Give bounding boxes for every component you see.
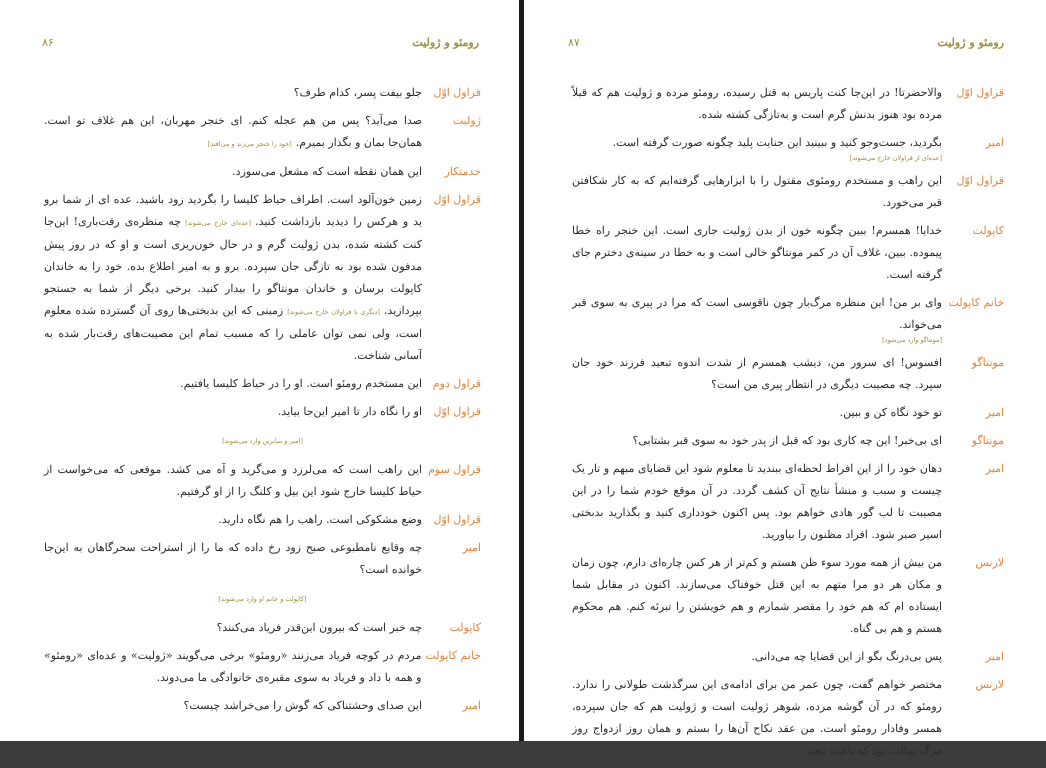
- dialogue-line: [44, 82, 481, 104]
- dialogue-line: [44, 373, 481, 395]
- page-body: [572, 82, 1004, 768]
- stage-direction: [مونتاگو وارد می‌شود]: [882, 336, 942, 344]
- page-86: [0, 0, 519, 741]
- stage-direction: [عده‌ای از قراولان خارج می‌شوند]: [849, 154, 942, 162]
- stage-direction-centered: [کاپولت و خانم او وارد می‌شوند]: [218, 595, 307, 603]
- dialogue-line: [572, 292, 1004, 346]
- speech-text: او را نگاه دار تا امیر این‌جا بیاید.: [277, 405, 422, 418]
- speech-text: افسوس! ای سرور من، دیشب همسرم از شدت اندوه تبعید فرزند خود جان سپرد. چه مصیبت دیگری در انتظار پیری من است؟: [572, 356, 942, 391]
- speaker-name: امیر: [985, 650, 1004, 663]
- speech-text: این مستخدم رومئو است. او را در حیاط کلیسا یافتیم.: [180, 377, 422, 390]
- speaker-name: کاپولت: [449, 621, 481, 634]
- dialogue-line: [572, 646, 1004, 668]
- speaker-name: امیر: [462, 541, 481, 554]
- dialogue-line: [572, 458, 1004, 546]
- dialogue-line: [44, 110, 481, 155]
- stage-direction: [خود را خنجر می‌زند و می‌افتد]: [207, 140, 292, 148]
- dialogue-line: [572, 430, 1004, 452]
- speech-text: وای بر من! این منظره مرگ‌بار چون ناقوسی است که مرا در پیری به سوی قبر می‌خواند. [مونتاگو وارد می‌شود]: [572, 296, 942, 344]
- page-87: [524, 0, 1046, 757]
- dialogue-line: [572, 82, 1004, 126]
- speech-text: وضع مشکوکی است. راهب را هم نگاه دارید.: [218, 513, 422, 526]
- speaker-name: کاپولت: [972, 224, 1004, 237]
- speaker-name: قراول اوّل: [433, 405, 481, 418]
- dialogue-line: [44, 459, 481, 503]
- running-head: رومئو و ژولیت: [937, 36, 1004, 49]
- speaker-name: مونتاگو: [971, 434, 1004, 447]
- speech-text: این همان نقطه است که مشعل می‌سوزد.: [232, 165, 422, 178]
- speaker-name: امیر: [462, 699, 481, 712]
- stage-direction-centered: [امیر و سایرین وارد می‌شوند]: [222, 437, 303, 445]
- dialogue-line: [572, 552, 1004, 640]
- dialogue-line: [44, 401, 481, 423]
- speaker-name: قراول اوّل: [956, 86, 1004, 99]
- speaker-name: قراول اوّل: [956, 174, 1004, 187]
- speech-text: زمین خون‌آلود است. اطراف حیاط کلیسا را بگردید زود باشید. عده ای از شما برو ید و هرکس را دیدید بازداشت کنید.[عده‌ای خارج می‌شوند]چه منظره‌ی رقت‌باری! این‌جا کنت کشته شده، بدن ژولیت گرم و در حال خون‌ریزی است و او که در روز پیش مدفون شده بود به تازگی جان سپرده. برو و به امیر اطلاع بده. خود را به خاندان کاپولت برسان و خاندان مونتاگو را بیدار کنید. برخی دیگر از شما به جستجو بپردازید.[دیگری با قراولان خارج می‌شوند]زمینی که این بدبختی‌ها روی آن گسترده شده معلوم است، ولی نمی توان عاملی را که مسبب تمام این مصیبت‌های رقت‌بار شده به آسانی شناخت.: [44, 193, 422, 362]
- speech-text: دهان خود را از این افراط لحظه‌ای ببندید تا معلوم شود این قضایای مبهم و تار یک چیست و سبب و منشأ نتایج آن کشف گردد. در آن موقع خودم شما را در این مصیبت تا لب گور هادی خواهم بود. پس اکنون خودداری کنید و بگذارید بدبختی اسیر صبر شود. افراد مظنون را بیاورید.: [572, 462, 942, 541]
- page-body: [44, 82, 481, 723]
- dialogue-line: [572, 170, 1004, 214]
- speaker-name: مونتاگو: [971, 356, 1004, 369]
- dialogue-line: [572, 402, 1004, 424]
- speaker-name: امیر: [985, 136, 1004, 149]
- speaker-name: قراول سوم: [428, 463, 481, 476]
- dialogue-line: [44, 537, 481, 581]
- speech-text: این راهب و مستخدم رومئوی مقتول را با ابزارهایی گرفته‌ایم که به کار شکافتن قبر می‌خورد.: [572, 174, 942, 209]
- speaker-name: قراول اوّل: [433, 86, 481, 99]
- speaker-name: خانم کاپولت: [425, 649, 481, 662]
- page-number: ۸۶: [42, 36, 54, 49]
- speech-text: ای بی‌خبر! این چه کاری بود که قبل از پدر خود به سوی قبر بشتابی؟: [632, 434, 942, 447]
- speaker-name: قراول دوم: [432, 377, 481, 390]
- page-number: ۸۷: [568, 36, 580, 49]
- speech-text: مردم در کوچه فریاد می‌زنند «رومئو» برخی می‌گویند «ژولیت» و عده‌ای «رومئو» و همه با داد و فریاد به سوی مقبره‌ی خانوادگی ما می‌دوند.: [44, 649, 422, 684]
- speech-text: مختصر خواهم گفت، چون عمر من برای ادامه‌ی این سرگذشت طولانی را ندارد. رومئو که در آن گوشه مرده، شوهر ژولیت است و ژولیت هم که جان سپرده، همسر وفادار رومئو است. من عقد نکاح آن‌ها را بستم و همان روز ازدواج روز مرگ تیبالت بود که باعث تبعید: [572, 678, 942, 757]
- stage-direction: [دیگری با قراولان خارج می‌شوند]: [287, 308, 380, 316]
- speech-text: صدا می‌آید؟ پس من هم عجله کنم. ای خنجر مهربان، این هم غلاف تو است. همان‌جا بمان و بگذار بمیرم.[خود را خنجر می‌زند و می‌افتد]: [44, 114, 422, 149]
- speaker-name: قراول اوّل: [433, 193, 481, 206]
- dialogue-line: [44, 617, 481, 639]
- speaker-name: قراول اوّل: [433, 513, 481, 526]
- speech-text: این راهب است که می‌لرزد و می‌گرید و آه می کشد. موقعی که می‌خواست از حیاط کلیسا خارج شود این بیل و کلنگ را از او گرفتیم.: [44, 463, 422, 498]
- speaker-name: امیر: [985, 462, 1004, 475]
- dialogue-line: [44, 189, 481, 367]
- speaker-name: لارنس: [975, 556, 1004, 569]
- dialogue-line: [44, 161, 481, 183]
- speech-text: پس بی‌درنگ بگو از این قضایا چه می‌دانی.: [751, 650, 942, 663]
- speech-text: چه خبر است که بیرون این‌قدر فریاد می‌کنند؟: [216, 621, 422, 634]
- speaker-name: ژولیت: [452, 114, 481, 127]
- dialogue-line: [572, 352, 1004, 396]
- running-head: رومئو و ژولیت: [412, 36, 479, 49]
- speech-text: والاحضرتا! در این‌جا کنت پاریس به قتل رسیده، رومئو مرده و ژولیت هم که قبلاً مرده بود هنوز بدنش گرم است و به‌تازگی کشته شده.: [572, 86, 942, 121]
- speech-text: من بیش از همه مورد سوء ظن هستم و کم‌تر از هر کس چاره‌ای دارم، چون زمان و مکان هر دو مرا متهم به این قتل خوفناک می‌سازند. اکنون در مقابل شما ایستاده ام که هم خود را مقصر شمارم و هم خویشتن را تبرئه کنم. هم محکوم هستم و هم بی گناه.: [572, 556, 942, 635]
- dialogue-line: [44, 509, 481, 531]
- speech-text: تو خود نگاه کن و ببین.: [839, 406, 942, 419]
- dialogue-line: [44, 645, 481, 689]
- speaker-name: خدمتکار: [444, 165, 481, 178]
- speech-text: این صدای وحشتناکی که گوش را می‌خراشد چیست؟: [183, 699, 422, 712]
- dialogue-line: [572, 220, 1004, 286]
- speech-text: خدایا! همسرم! ببین چگونه خون از بدن ژولیت جاری است. این خنجر راه خطا پیموده. ببین، غلاف آن در کمر مونتاگو خالی است و به خطا در سینه‌ی دخترم جای گرفته است.: [572, 224, 942, 281]
- speaker-name: لارنس: [975, 678, 1004, 691]
- speaker-name: خانم کاپولت: [948, 296, 1004, 309]
- dialogue-line: [44, 695, 481, 717]
- speaker-name: امیر: [985, 406, 1004, 419]
- speech-text: چه وقایع نامطبوعی صبح زود رخ داده که ما را از استراحت سحرگاهان به این‌جا خوانده است؟: [44, 541, 422, 576]
- speech-text: جلو بیفت پسر، کدام طرف؟: [293, 86, 422, 99]
- stage-direction: [عده‌ای خارج می‌شوند]: [185, 219, 252, 227]
- speech-text: بگردید، جست‌وجو کنید و ببینید این جنایت پلید چگونه صورت گرفته است. [عده‌ای از قراولان خارج می‌شوند]: [572, 132, 946, 164]
- dialogue-line: [572, 132, 1004, 164]
- dialogue-line: [572, 674, 1004, 762]
